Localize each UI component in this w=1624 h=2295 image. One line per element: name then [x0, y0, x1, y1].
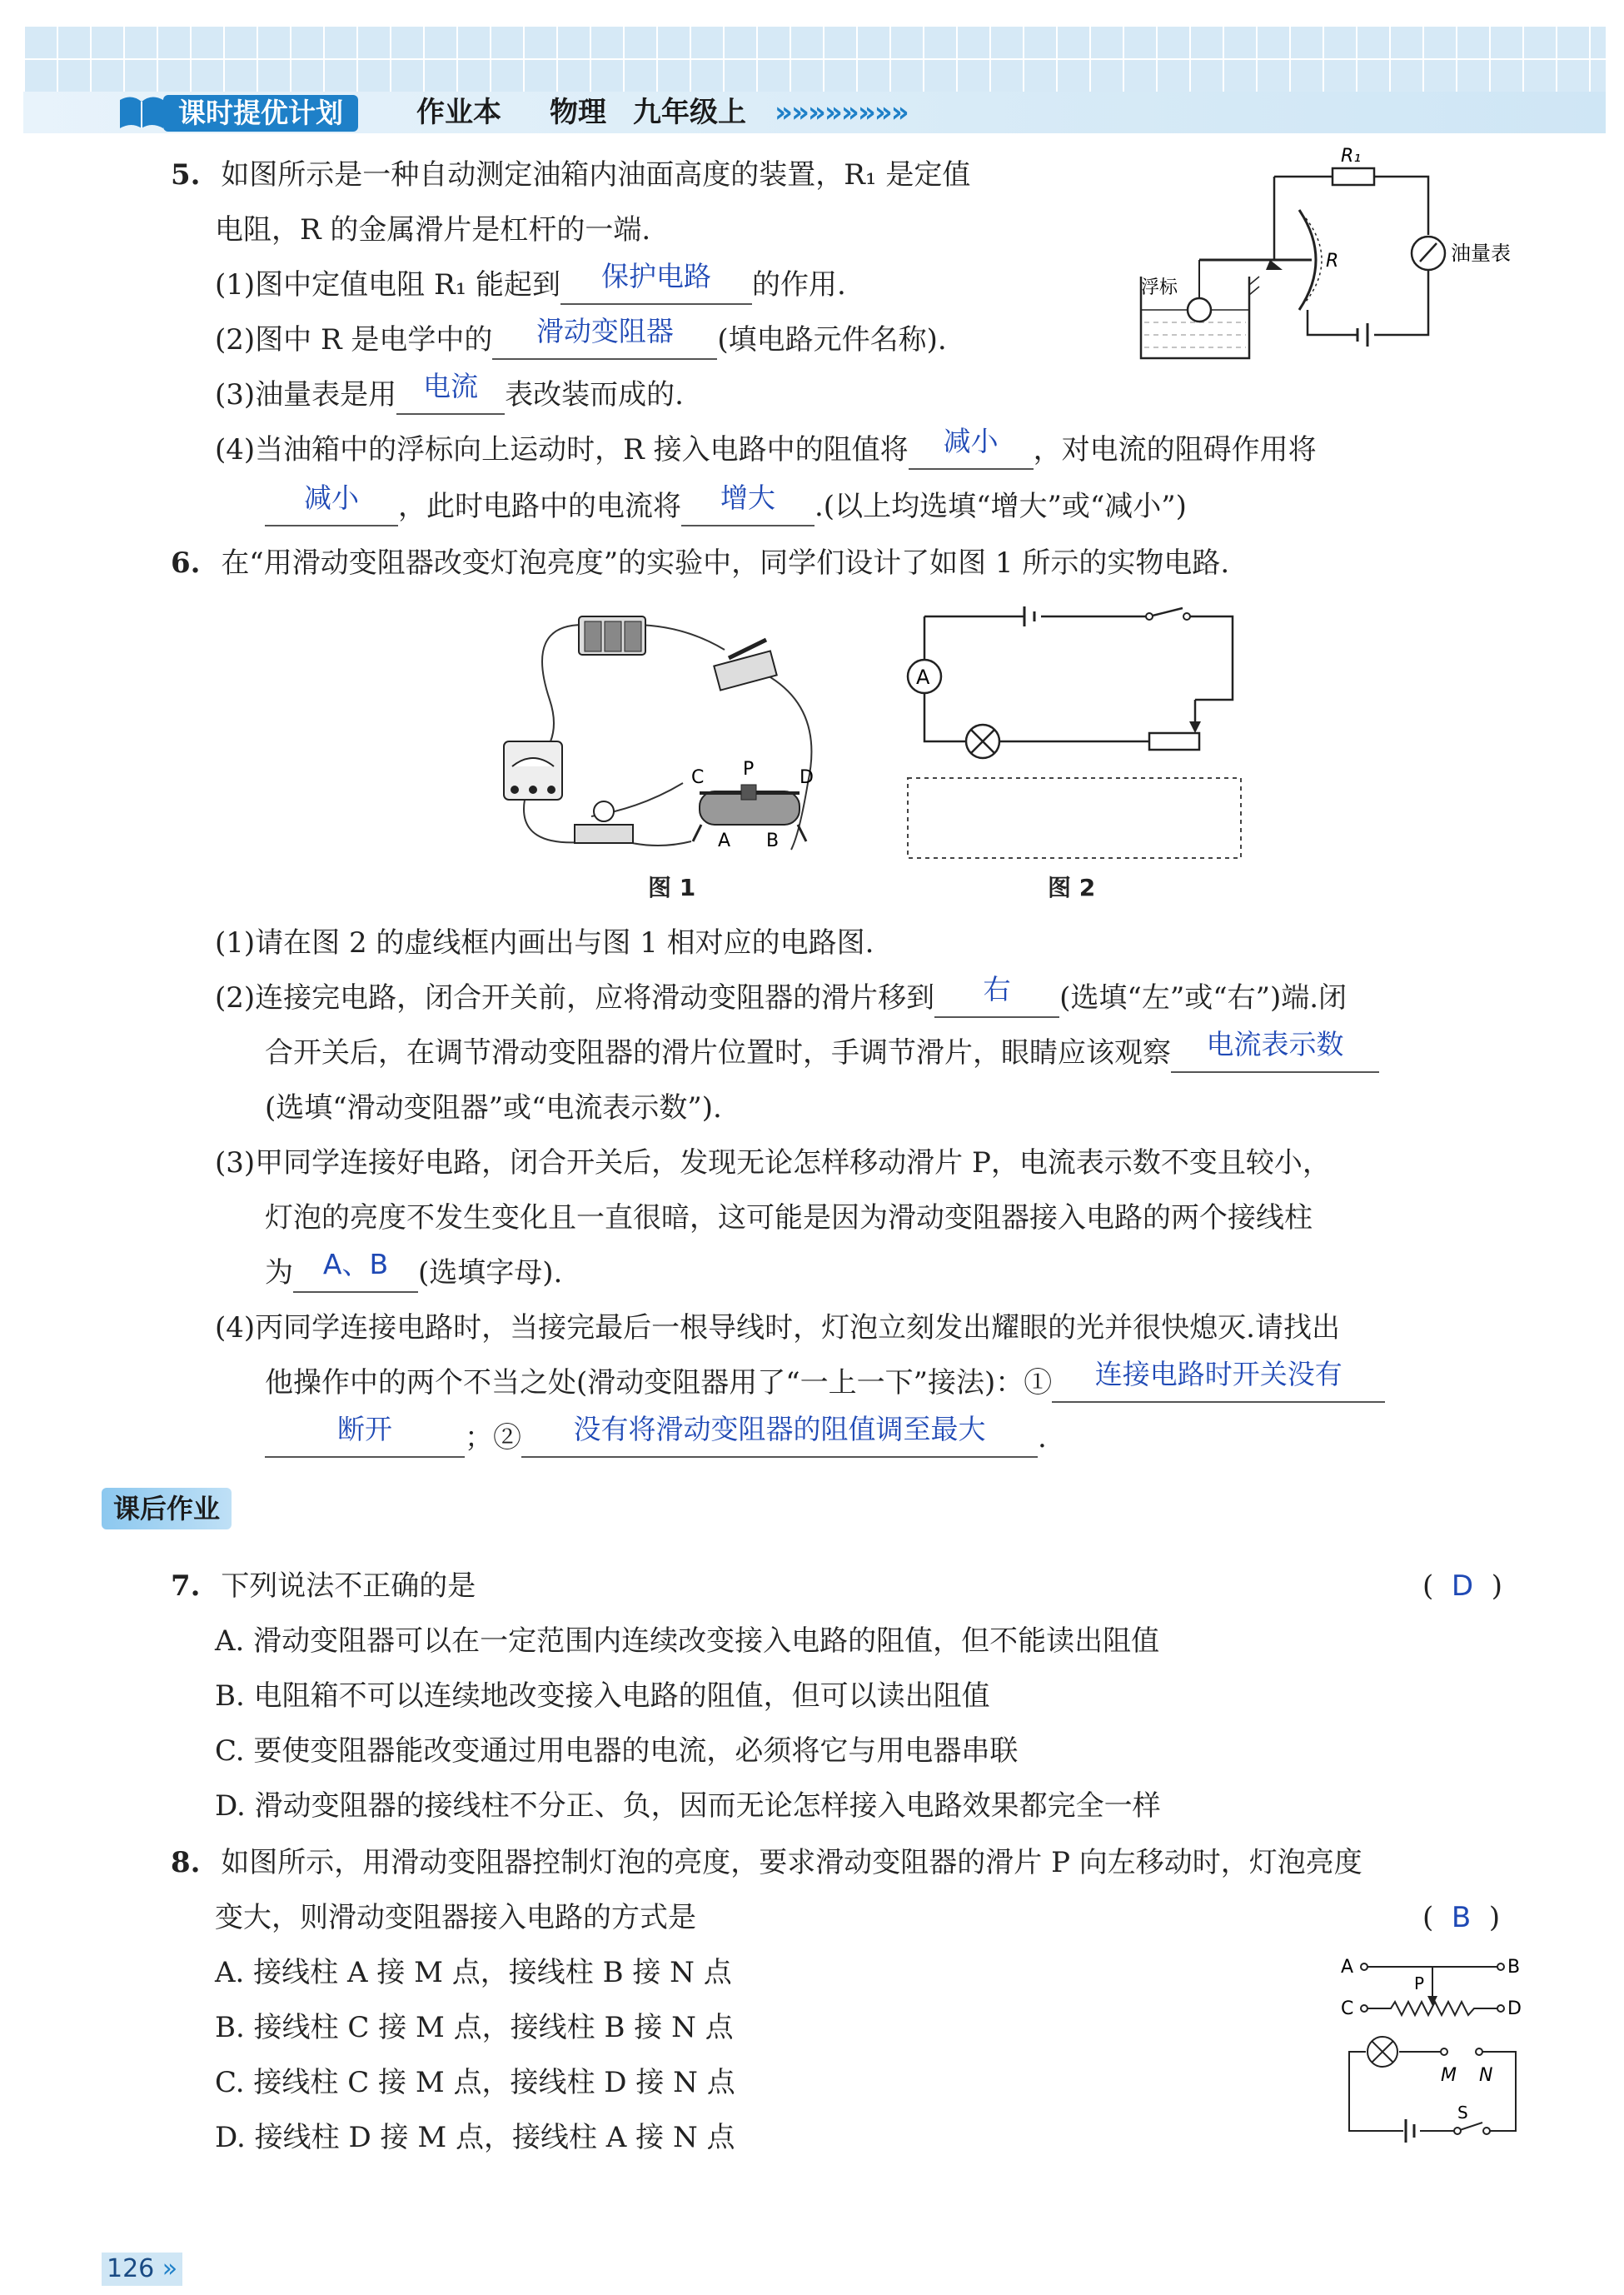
q8-label-n: N [1479, 2065, 1493, 2086]
q8-stem-line1 [171, 1843, 1362, 1883]
fig1-label-c: C [691, 767, 705, 788]
oil-gauge-label: 油量表 [1451, 242, 1511, 265]
q5-p4-blank1[interactable] [909, 425, 1034, 470]
q8-label-p: P [1414, 1973, 1425, 1993]
q6-p2-line2-pre: 合开关后，在调节滑动变阻器的滑片位置时，手调节滑片，眼睛应该观察 [265, 1036, 1171, 1070]
r1-resistor [1333, 168, 1374, 185]
q7-option-c: C. 要使变阻器能改变通过用电器的电流，必须将它与用电器串联 [215, 1734, 1019, 1768]
q5-part4-line2 [265, 481, 1187, 526]
fig2-rheostat [1149, 733, 1199, 750]
q6-stem [171, 543, 1229, 583]
header-chevrons: »»»»»»»» [775, 96, 908, 129]
q5-part3 [215, 370, 684, 415]
q8-label-d: D [1507, 1998, 1522, 2019]
q6-stem-text: 在“用滑动变阻器改变灯泡亮度”的实验中，同学们设计了如图 1 所示的实物电路. [221, 546, 1230, 580]
q5-p4-blank3[interactable] [681, 481, 814, 526]
q5-p3-post: 表改装而成的. [505, 378, 684, 412]
fig2-ammeter-label: A [916, 666, 930, 689]
q6-part4-line3 [265, 1413, 1047, 1458]
q8-stem-text1: 如图所示，用滑动变阻器控制灯泡的亮度，要求滑动变阻器的滑片 P 向左移动时，灯泡亮度 [221, 1846, 1362, 1879]
q8-battery [1406, 2119, 1414, 2143]
bulb-device [575, 801, 633, 843]
knife-switch [714, 640, 776, 691]
q8-answer-parens: ( B ) [1422, 1901, 1501, 1934]
q5-p2-pre: (2)图中 R 是电学中的 [215, 323, 493, 357]
book-type: 作业本 [416, 96, 501, 129]
grade: 九年级上 [633, 96, 746, 129]
battery-pack [579, 616, 645, 655]
float-ball [1188, 298, 1211, 322]
q6-part2-line2 [265, 1028, 1379, 1073]
q6-p3-answer: A、B [322, 1248, 389, 1280]
fig2-switch [1183, 613, 1190, 620]
q5-stem-line2: 电阻，R 的金属滑片是杠杆的一端. [215, 213, 651, 247]
q8-answer: B [1451, 1901, 1472, 1934]
q5-p2-blank[interactable] [492, 315, 717, 360]
book-icon [117, 90, 167, 133]
q6-fig1-caption: 图 1 [648, 874, 696, 901]
q8-label-a: A [1341, 1957, 1354, 1978]
q7-option-b: B. 电阻箱不可以连续地改变接入电路的阻值，但可以读出阻值 [215, 1679, 990, 1713]
q6-fig1-physical-circuit [491, 600, 841, 866]
brand-title: 课时提优计划 [163, 95, 358, 132]
q5-p2-post: (填电路元件名称). [717, 323, 947, 357]
float-label: 浮标 [1141, 277, 1178, 298]
fig1-label-p: P [743, 759, 755, 780]
q6-part3-line1: (3)甲同学连接好电路，闭合开关后，发现无论怎样移动滑片 P，电流表示数不变且较小， [215, 1146, 1331, 1180]
q7-number: 7. [171, 1569, 201, 1603]
q7-stem-text: 下列说法不正确的是 [221, 1569, 476, 1603]
q5-stem-line1 [171, 155, 970, 195]
q6-p2-answer1: 右 [983, 973, 1011, 1005]
fig2-drawing-box[interactable] [908, 778, 1241, 858]
q6-part4-line1: (4)丙同学连接电路时，当接完最后一根导线时，灯泡立刻发出耀眼的光并很快熄灭.请找出 [215, 1311, 1340, 1345]
page-number: 126 » [102, 2253, 182, 2286]
q8-label-b: B [1507, 1957, 1521, 1978]
q6-p2-blank2[interactable] [1171, 1028, 1379, 1073]
fig2-battery [1024, 606, 1034, 626]
fig1-label-b: B [766, 831, 780, 851]
q6-p3-post: (选填字母). [418, 1256, 563, 1290]
q8-label-m: M [1441, 2065, 1457, 2086]
q6-p4-line2-pre: 他操作中的两个不当之处(滑动变阻器用了“一上一下”接法)：① [265, 1366, 1053, 1399]
q8-option-b: B. 接线柱 C 接 M 点，接线柱 B 接 N 点 [215, 2011, 734, 2044]
q8-switch [1483, 2128, 1490, 2134]
q8-label-s: S [1457, 2103, 1468, 2123]
q6-p2-blank1[interactable] [934, 973, 1059, 1018]
q6-p4-answer1a: 连接电路时开关没有 [1094, 1358, 1343, 1390]
q6-p4-blank2[interactable] [521, 1413, 1038, 1458]
q5-p1-blank[interactable] [560, 260, 752, 305]
q6-part2-line1 [215, 973, 1348, 1018]
q5-part4-line1 [215, 425, 1317, 470]
q5-circuit-diagram [1133, 143, 1511, 368]
q7-stem [171, 1566, 476, 1606]
q8-option-d: D. 接线柱 D 接 M 点，接线柱 A 接 N 点 [215, 2121, 735, 2154]
q6-p3-blank[interactable] [293, 1248, 418, 1293]
q5-p3-answer: 电流 [423, 370, 479, 402]
q7-answer-parens: ( D ) [1422, 1569, 1502, 1603]
subject: 物理 [550, 96, 606, 129]
q8-stem-line2: 变大，则滑动变阻器接入电路的方式是 [215, 1901, 696, 1934]
q8-number: 8. [171, 1846, 201, 1879]
q5-p4-mid2: ，此时电路中的电流将 [398, 490, 681, 523]
q8-circuit-diagram [1333, 1948, 1532, 2148]
q8-label-c: C [1341, 1998, 1354, 2019]
q5-p4-answer1: 减小 [943, 425, 999, 457]
q6-p4-sep: ；② [465, 1421, 521, 1454]
q6-p4-end: . [1038, 1421, 1047, 1454]
q5-number: 5. [171, 158, 201, 192]
r-label: R [1326, 251, 1339, 272]
q5-p4-blank2[interactable] [265, 481, 398, 526]
q6-part3-line3 [265, 1248, 563, 1293]
q6-part2-line3: (选填“滑动变阻器”或“电流表示数”). [265, 1091, 722, 1125]
q5-p4-answer2: 减小 [304, 481, 359, 514]
q6-p4-blank1b[interactable] [265, 1413, 465, 1458]
q7-option-d: D. 滑动变阻器的接线柱不分正、负，因而无论怎样接入电路效果都完全一样 [215, 1789, 1161, 1823]
r1-label: R₁ [1341, 146, 1362, 167]
ammeter-device [504, 741, 562, 800]
q6-fig2-caption: 图 2 [1048, 874, 1096, 901]
q5-p4-pre: (4)当油箱中的浮标向上运动时，R 接入电路中的阻值将 [215, 433, 909, 466]
q6-p2-post: (选填“左”或“右”)端.闭 [1059, 981, 1348, 1015]
q5-p4-mid: ，对电流的阻碍作用将 [1033, 433, 1317, 466]
q5-p1-post: 的作用. [752, 268, 846, 302]
q6-p2-pre: (2)连接完电路，闭合开关前，应将滑动变阻器的滑片移到 [215, 981, 935, 1015]
q5-p4-answer3: 增大 [720, 481, 775, 514]
q6-p4-answer2: 没有将滑动变阻器的阻值调至最大 [573, 1413, 986, 1445]
rheostat-device [693, 785, 806, 841]
q6-p3-pre: 为 [265, 1256, 293, 1290]
q5-p2-answer: 滑动变阻器 [536, 315, 674, 347]
q6-part4-line2 [265, 1358, 1385, 1403]
q6-part1: (1)请在图 2 的虚线框内画出与图 1 相对应的电路图. [215, 926, 874, 960]
q6-fig2-schematic [899, 600, 1249, 866]
q5-p1-pre: (1)图中定值电阻 R₁ 能起到 [215, 268, 561, 302]
q5-part1 [215, 260, 846, 305]
q6-p2-answer2: 电流表示数 [1206, 1028, 1344, 1060]
q6-number: 6. [171, 546, 201, 580]
page-number-text: 126 [107, 2254, 155, 2283]
q5-stem-text1: 如图所示是一种自动测定油箱内油面高度的装置，R₁ 是定值 [221, 158, 971, 192]
q5-p4-post: .(以上均选填“增大”或“减小”) [814, 490, 1187, 523]
q8-option-a: A. 接线柱 A 接 M 点，接线柱 B 接 N 点 [215, 1956, 732, 1989]
section-after-class-homework: 课后作业 [102, 1488, 232, 1529]
q5-p3-pre: (3)油量表是用 [215, 378, 397, 412]
q6-p4-answer1b: 断开 [337, 1413, 392, 1445]
q8-option-c: C. 接线柱 C 接 M 点，接线柱 D 接 N 点 [215, 2066, 735, 2099]
q7-option-a: A. 滑动变阻器可以在一定范围内连续改变接入电路的阻值，但不能读出阻值 [215, 1624, 1160, 1658]
q6-p4-blank1a[interactable] [1052, 1358, 1385, 1403]
q7-answer: D [1451, 1569, 1474, 1603]
q5-part2 [215, 315, 947, 360]
q5-p3-blank[interactable] [396, 370, 505, 415]
q6-part3-line2: 灯泡的亮度不发生变化且一直很暗，这可能是因为滑动变阻器接入电路的两个接线柱 [265, 1201, 1313, 1235]
fig1-label-d: D [800, 767, 814, 788]
q5-p1-answer: 保护电路 [601, 260, 712, 292]
fig1-label-a: A [718, 831, 731, 851]
